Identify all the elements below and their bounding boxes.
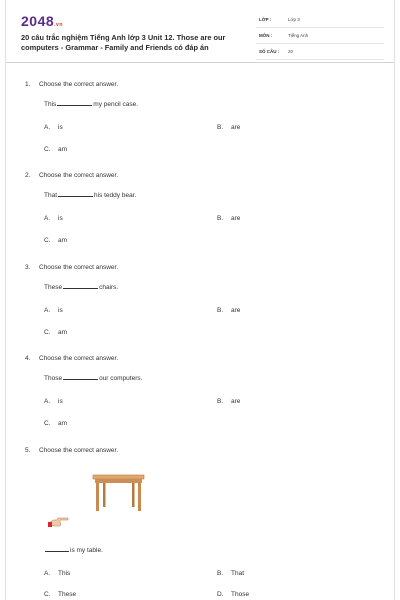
question-prompt: Choose the correct answer. — [39, 447, 119, 454]
question-5-option-c[interactable] — [44, 591, 76, 598]
question-4-option-c[interactable] — [44, 420, 67, 427]
answer-blank — [45, 547, 69, 552]
document-page — [5, 0, 395, 600]
question-2-header — [25, 172, 118, 179]
option-letter: B. — [217, 124, 224, 131]
option-text: am — [58, 329, 68, 336]
question-2-stem — [44, 192, 136, 199]
question-5-stem — [44, 547, 103, 554]
option-letter: C. — [44, 329, 51, 336]
question-3-option-c[interactable] — [44, 329, 67, 336]
table-icon — [91, 471, 146, 513]
meta-value: Lớp 3 — [288, 17, 300, 22]
question-number: 3. — [25, 264, 31, 271]
answer-blank — [63, 284, 98, 289]
option-letter: C. — [44, 591, 51, 598]
stem-before: These — [44, 284, 63, 291]
meta-row-subject — [256, 30, 384, 44]
question-3-header — [25, 264, 118, 271]
option-text: am — [58, 237, 68, 244]
document-title: 20 câu trắc nghiệm Tiếng Anh lớp 3 Unit 12. Those are our computers - Grammar - Family and Friends có đáp án — [21, 33, 226, 52]
option-letter: B. — [217, 398, 224, 405]
question-4-stem — [44, 375, 142, 382]
question-prompt: Choose the correct answer. — [39, 81, 119, 88]
question-2-option-a[interactable] — [44, 215, 63, 222]
question-5-option-d[interactable] — [217, 591, 249, 598]
question-number: 2. — [25, 172, 31, 179]
meta-row-count — [256, 46, 384, 60]
option-text: am — [58, 146, 68, 153]
stem-before: Those — [44, 375, 63, 382]
question-5-header — [25, 447, 118, 454]
option-letter: A. — [44, 398, 51, 405]
option-text: are — [231, 307, 241, 314]
question-prompt: Choose the correct answer. — [39, 264, 119, 271]
option-text: is — [58, 124, 63, 131]
question-1-option-b[interactable] — [217, 124, 240, 131]
pointing-hand-icon — [48, 514, 70, 528]
option-letter: A. — [44, 124, 51, 131]
logo-suffix: .vn — [54, 22, 63, 28]
question-1-header — [25, 81, 118, 88]
question-3-stem — [44, 284, 118, 291]
option-letter: A. — [44, 570, 51, 577]
stem-after: is my table. — [70, 547, 103, 554]
question-2-option-b[interactable] — [217, 215, 240, 222]
option-letter: B. — [217, 307, 224, 314]
option-text: is — [58, 307, 63, 314]
option-text: is — [58, 398, 63, 405]
stem-after: chairs. — [99, 284, 119, 291]
stem-after: our computers. — [99, 375, 143, 382]
question-5-option-a[interactable] — [44, 570, 70, 577]
answer-blank — [63, 375, 98, 380]
question-4-header — [25, 355, 118, 362]
answer-blank — [58, 192, 93, 197]
question-4-option-a[interactable] — [44, 398, 63, 405]
option-letter: B. — [217, 215, 224, 222]
option-letter: C. — [44, 420, 51, 427]
option-text: These — [58, 591, 77, 598]
stem-after: his teddy bear. — [94, 192, 137, 199]
option-text: That — [231, 570, 245, 577]
option-text: is — [58, 215, 63, 222]
question-number: 1. — [25, 81, 31, 88]
option-text: This — [58, 570, 71, 577]
option-text: are — [231, 398, 241, 405]
option-text: are — [231, 215, 241, 222]
question-prompt: Choose the correct answer. — [39, 355, 119, 362]
question-1-stem — [44, 101, 138, 108]
option-text: Those — [231, 591, 250, 598]
meta-info — [256, 14, 384, 62]
option-letter: A. — [44, 215, 51, 222]
meta-key: SỐ CÂU : — [259, 49, 280, 54]
option-text: are — [231, 124, 241, 131]
meta-key: MÔN : — [259, 33, 273, 38]
question-4-option-b[interactable] — [217, 398, 240, 405]
stem-before: That — [44, 192, 58, 199]
option-letter: C. — [44, 237, 51, 244]
question-1-option-a[interactable] — [44, 124, 63, 131]
question-5-option-b[interactable] — [217, 570, 244, 577]
stem-after: my pencil case. — [93, 101, 139, 108]
site-logo[interactable] — [21, 13, 63, 29]
question-2-option-c[interactable] — [44, 237, 67, 244]
meta-value: Tiếng Anh — [288, 33, 309, 38]
question-1-option-c[interactable] — [44, 146, 67, 153]
question-number: 5. — [25, 447, 31, 454]
option-letter: A. — [44, 307, 51, 314]
meta-value: 20 — [288, 49, 294, 54]
option-letter: C. — [44, 146, 51, 153]
stem-before: This — [44, 101, 57, 108]
meta-row-grade — [256, 14, 384, 28]
question-3-option-b[interactable] — [217, 307, 240, 314]
answer-blank — [57, 101, 92, 106]
option-letter: B. — [217, 570, 224, 577]
question-3-option-a[interactable] — [44, 307, 63, 314]
option-letter: D. — [217, 591, 224, 598]
meta-key: LỚP : — [259, 17, 272, 22]
option-text: am — [58, 420, 68, 427]
document-header — [6, 0, 394, 63]
question-number: 4. — [25, 355, 31, 362]
logo-text: 2048 — [21, 13, 55, 29]
question-prompt: Choose the correct answer. — [39, 172, 119, 179]
